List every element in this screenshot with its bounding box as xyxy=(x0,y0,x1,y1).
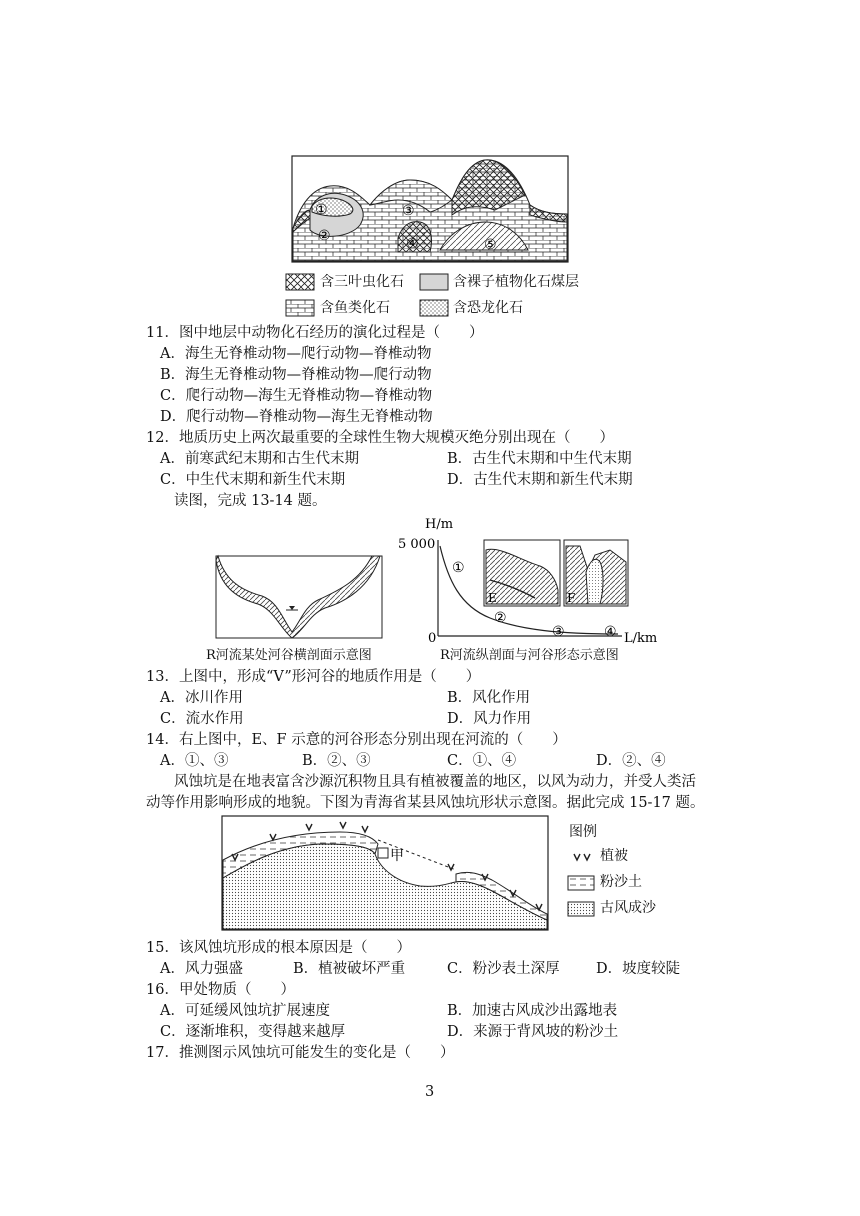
q16-option-a: A．可延缓风蚀坑扩展速度 xyxy=(160,1003,330,1019)
q13-option-c: C．流水作用 xyxy=(160,711,244,727)
q12-option-d: D．古生代末期和新生代末期 xyxy=(447,472,633,488)
strata-label-3: ③ xyxy=(402,203,415,219)
intro-13-14: 读图，完成 13-14 题。 xyxy=(174,493,327,509)
right-caption: R河流纵剖面与河谷形态示意图 xyxy=(440,648,619,663)
q11-option-a: A．海生无脊椎动物—爬行动物—脊椎动物 xyxy=(160,346,432,362)
q15-option-b: B．植被破坏严重 xyxy=(293,961,406,977)
q12-option-c: C．中生代末期和新生代末期 xyxy=(160,472,346,488)
q14-stem: 14．右上图中，E、F 示意的河谷形态分别出现在河流的（ ） xyxy=(146,732,567,748)
q12-option-a: A．前寒武纪末期和古生代末期 xyxy=(160,451,359,467)
legend-swatch-fish xyxy=(286,300,314,316)
legend-swatch-gymnosperm xyxy=(420,274,448,290)
q16-option-d: D．来源于背风坡的粉沙土 xyxy=(447,1024,619,1040)
q13-option-a: A．冰川作用 xyxy=(160,690,243,706)
strata-label-1: ① xyxy=(315,202,328,218)
q15-option-a: A．风力强盛 xyxy=(160,961,243,977)
q14-option-b: B．②、③ xyxy=(302,753,371,769)
legend-label-gymnosperm: 含裸子植物化石煤层 xyxy=(453,274,579,290)
valley-cross-section xyxy=(216,556,382,638)
q12-stem: 12．地质历史上两次最重要的全球性生物大规模灭绝分别出现在（ ） xyxy=(146,430,614,446)
legend-label-fish: 含鱼类化石 xyxy=(320,300,390,316)
strata-label-5: ⑤ xyxy=(484,237,497,253)
q15-option-d: D．坡度较陡 xyxy=(596,961,681,977)
q13-option-b: B．风化作用 xyxy=(447,690,531,706)
origin-label: 0 xyxy=(428,631,437,646)
legend-swatch-dinosaur xyxy=(420,300,448,316)
q14-option-d: D．②、④ xyxy=(596,753,666,769)
q11-option-d: D．爬行动物—脊椎动物—海生无脊椎动物 xyxy=(160,409,433,425)
fig3-legend-sand: 古风成沙 xyxy=(600,900,656,916)
legend-sand-swatch xyxy=(568,902,594,916)
q16-stem: 16．甲处物质（ ） xyxy=(146,982,295,998)
legend-silt-swatch xyxy=(568,876,594,890)
q15-option-c: C．粉沙表土深厚 xyxy=(447,961,560,977)
strata-label-2: ② xyxy=(318,228,331,244)
q15-stem: 15．该风蚀坑形成的根本原因是（ ） xyxy=(146,940,411,956)
longitudinal-profile xyxy=(438,540,628,636)
q11-option-c: C．爬行动物—海生无脊椎动物—脊椎动物 xyxy=(160,388,433,404)
y-axis-top-tick: 5 000 xyxy=(398,537,436,552)
q11-option-b: B．海生无脊椎动物—脊椎动物—爬行动物 xyxy=(160,367,432,383)
fig3-legend-silt: 粉沙土 xyxy=(600,874,642,890)
q16-option-b: B．加速古风成沙出露地表 xyxy=(447,1003,618,1019)
legend-vegetation-icon xyxy=(574,854,590,860)
jia-label: 甲 xyxy=(390,848,404,864)
profile-point-2: ② xyxy=(494,610,507,626)
q14-option-a: A．①、③ xyxy=(160,753,229,769)
x-axis-label: L/km xyxy=(624,631,658,646)
q13-stem: 13．上图中，形成“V”形河谷的地质作用是（ ） xyxy=(146,669,481,685)
q12-option-b: B．古生代末期和中生代末期 xyxy=(447,451,632,467)
passage-line-2: 动等作用影响形成的地貌。下图为青海省某县风蚀坑形状示意图。据此完成 15-17 题。 xyxy=(146,795,705,811)
passage-line-1: 风蚀坑是在地表富含沙源沉积物且具有植被覆盖的地区，以风为动力，并受人类活 xyxy=(174,774,696,790)
inset-f-label: F xyxy=(567,591,576,605)
wind-pit-figure xyxy=(0,810,860,940)
profile-point-1: ① xyxy=(452,560,465,576)
y-axis-label: H/m xyxy=(425,517,454,532)
legend-label-trilobite: 含三叶虫化石 xyxy=(320,274,404,290)
profile-point-3: ③ xyxy=(552,624,565,640)
strata-figure xyxy=(0,0,860,330)
q16-option-c: C．逐渐堆积，变得越来越厚 xyxy=(160,1024,346,1040)
q14-option-c: C．①、④ xyxy=(447,753,517,769)
fig3-legend-title: 图例 xyxy=(569,824,597,840)
profile-point-4: ④ xyxy=(604,624,617,640)
fig3-legend-vegetation: 植被 xyxy=(600,848,628,864)
inset-e-label: E xyxy=(488,591,497,605)
legend-label-dinosaur: 含恐龙化石 xyxy=(453,300,523,316)
q17-stem: 17．推测图示风蚀坑可能发生的变化是（ ） xyxy=(146,1045,455,1061)
left-caption: R河流某处河谷横剖面示意图 xyxy=(206,648,372,663)
q13-option-d: D．风力作用 xyxy=(447,711,532,727)
river-figure xyxy=(0,510,860,670)
legend-swatch-trilobite xyxy=(286,274,314,290)
page-number: 3 xyxy=(425,1084,435,1100)
strata-label-4: ④ xyxy=(406,236,419,252)
q11-stem: 11．图中地层中动物化石经历的演化过程是（ ） xyxy=(146,325,484,341)
